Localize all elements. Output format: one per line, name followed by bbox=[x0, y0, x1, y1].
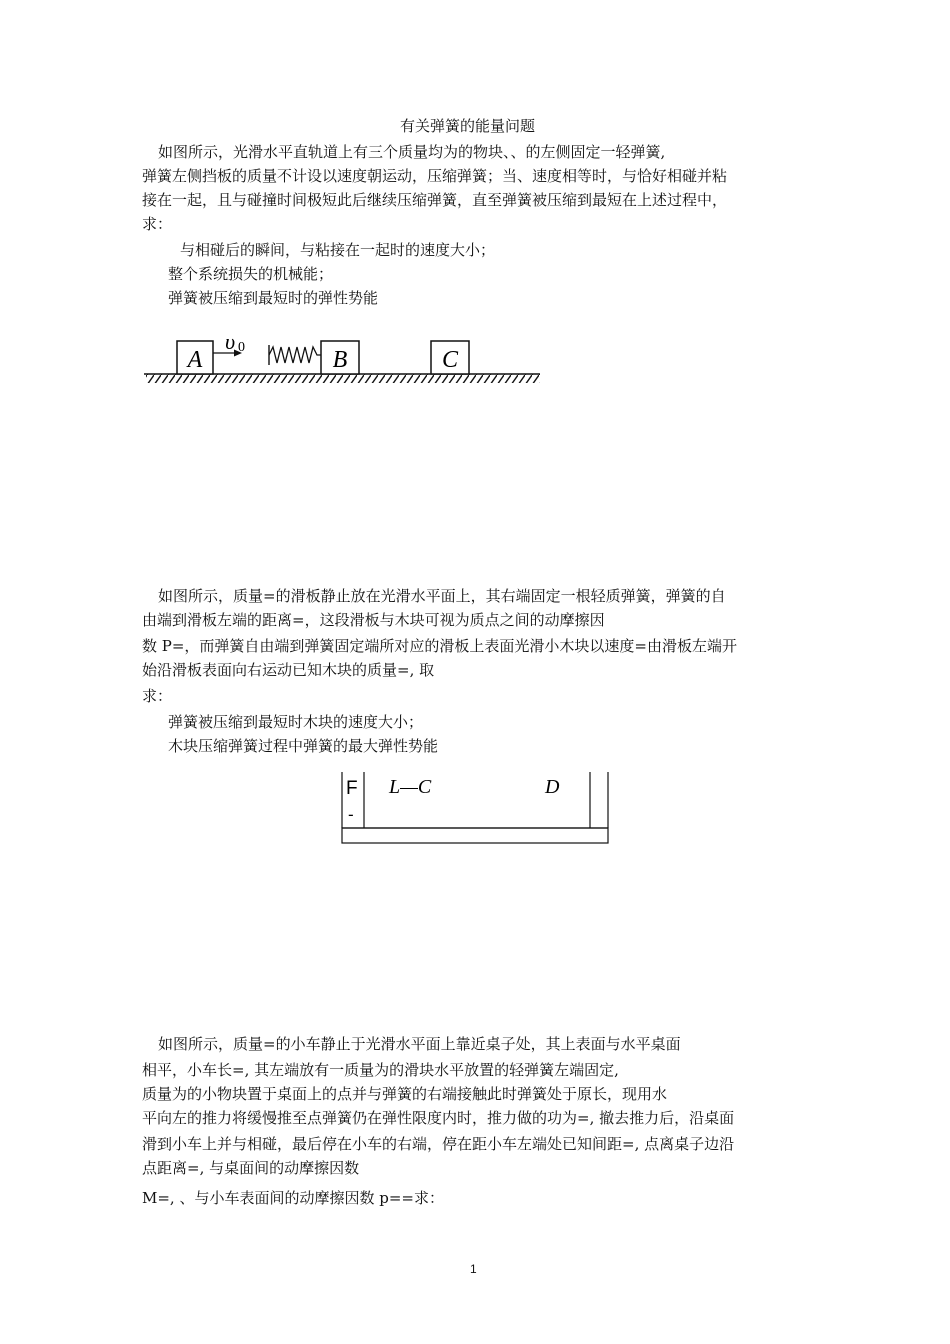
problem3-line-1: 如图所示，质量=的小车静止于光滑水平面上靠近桌子处，其上表面与水平桌面 bbox=[158, 1035, 681, 1053]
page-title: 有关弹簧的能量问题 bbox=[400, 117, 536, 135]
label-f: F bbox=[346, 778, 358, 799]
problem3-line-3: 质量为的小物块置于桌面上的点并与弹簧的右端接触此时弹簧处于原长，现用水 bbox=[142, 1085, 668, 1103]
problem1-question-2: 整个系统损失的机械能； bbox=[168, 265, 334, 283]
ground-hatching bbox=[146, 374, 540, 383]
slide-board-figure bbox=[335, 770, 615, 850]
problem3-line-7: M=, 、与小车表面间的动摩擦因数 p==求： bbox=[142, 1189, 444, 1207]
problem1-question-3: 弹簧被压缩到最短时的弹性势能 bbox=[168, 289, 379, 307]
problem3-line-4: 平向左的推力将缓慢推至点弹簧仍在弹性限度内时，推力做的功为=, 撤去推力后，沿桌面 bbox=[142, 1109, 735, 1127]
block-c-label: C bbox=[441, 347, 459, 373]
problem2-line-1: 如图所示，质量=的滑板静止放在光滑水平面上，其右端固定一根轻质弹簧，弹簧的自 bbox=[158, 587, 726, 605]
blocks-spring-figure bbox=[140, 325, 550, 387]
problem2-question-2: 木块压缩弹簧过程中弹簧的最大弹性势能 bbox=[168, 737, 439, 755]
problem1-line-4: 求： bbox=[142, 215, 173, 233]
problem3-line-6: 点距离=, 与桌面间的动摩擦因数 bbox=[142, 1159, 360, 1177]
problem2-line-2: 由端到滑板左端的距离=，这段滑板与木块可视为质点之间的动摩擦因 bbox=[142, 611, 605, 629]
problem3-line-5: 滑到小车上并与相碰，最后停在小车的右端，停在距小车左端处已知间距=, 点离桌子边沿 bbox=[142, 1135, 735, 1153]
spring bbox=[269, 347, 321, 363]
velocity-label: υ bbox=[225, 329, 236, 354]
label-lc: L—C bbox=[389, 776, 432, 798]
problem1-question-1: 与相碰后的瞬间，与粘接在一起时的速度大小； bbox=[180, 241, 496, 259]
problem2-question-1: 弹簧被压缩到最短时木块的速度大小； bbox=[168, 713, 424, 731]
problem2-line-3: 数 P=，而弹簧自由端到弹簧固定端所对应的滑板上表面光滑小木块以速度=由滑板左端开 bbox=[142, 637, 738, 655]
problem1-line-2: 弹簧左侧挡板的质量不计设以速度朝运动，压缩弹簧；当、速度相等时，与恰好相碰并粘 bbox=[142, 167, 728, 185]
velocity-subscript: 0 bbox=[238, 340, 245, 355]
page-number: 1 bbox=[470, 1262, 477, 1276]
board-base bbox=[342, 828, 608, 843]
label-d: D bbox=[545, 776, 560, 798]
problem2-line-4: 始沿滑板表面向右运动已知木块的质量=, 取 bbox=[142, 661, 435, 679]
problem1-line-1: 如图所示，光滑水平直轨道上有三个质量均为的物块、、的左侧固定一轻弹簧, bbox=[158, 143, 666, 161]
block-b-label: B bbox=[332, 347, 348, 373]
problem2-line-5: 求： bbox=[142, 687, 173, 705]
problem1-line-3: 接在一起，且与碰撞时间极短此后继续压缩弹簧，直至弹簧被压缩到最短在上述过程中， bbox=[142, 191, 728, 209]
problem3-line-2: 相平，小车长=, 其左端放有一质量为的滑块水平放置的轻弹簧左端固定, bbox=[142, 1061, 619, 1079]
label-dash: - bbox=[348, 805, 354, 824]
block-a-label: A bbox=[187, 347, 203, 373]
